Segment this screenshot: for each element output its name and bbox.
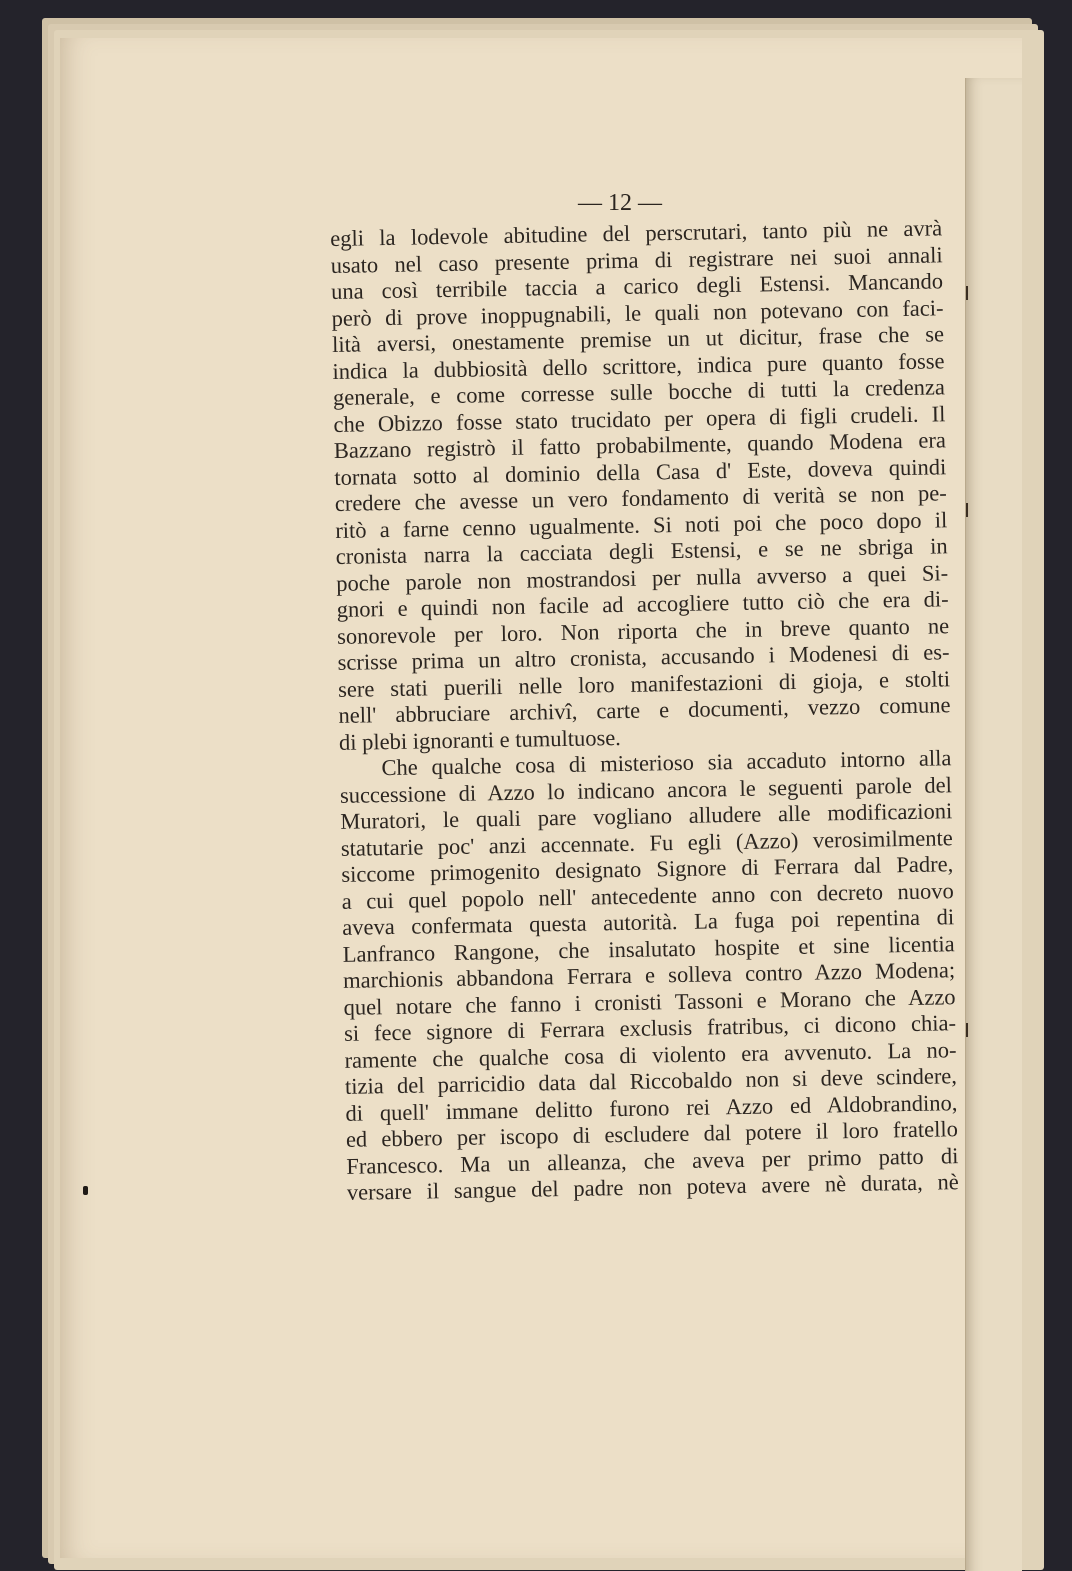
text-line: siccome primogenito designato Signore di Ferrara dal Padre,: [341, 851, 954, 887]
text-line: tornata sotto al dominio della Casa d' Este, doveva quindi: [334, 453, 947, 490]
text-line: però di prove inoppugnabili, le quali non potevano con faci-: [331, 294, 944, 331]
text-line: versare il sangue del padre non poteva avere nè durata, nè: [346, 1169, 959, 1205]
paragraph: [330, 215, 951, 756]
body-text: [330, 215, 959, 1206]
text-line: Che qualche cosa di misterioso sia accaduto intorno alla: [381, 745, 952, 781]
text-line: usato nel caso presente prima di registrare nei suoi annali: [330, 241, 943, 278]
facing-page-edge: [965, 78, 1022, 1571]
edge-mark: [966, 1023, 976, 1037]
text-line: ed ebbero per iscopo di escludere dal potere il loro fratello: [345, 1116, 959, 1152]
text-line: lità aversi, onestamente premise un ut dicitur, frase che se: [331, 321, 945, 357]
text-line: una così terribile taccia a carico degli Estensi. Mancando: [330, 268, 944, 304]
text-line: Lanfranco Rangone, che insalutato hospite et sine licentia: [342, 930, 955, 967]
page-number: — 12 —: [578, 190, 662, 216]
text-line: sere stati puerili nelle loro manifestazioni di gioja, e stolti: [337, 665, 951, 702]
text-line: aveva confermata questa autorità. La fuga poi repentina di: [342, 904, 955, 940]
text-line: sonorevole per loro. Non riporta che in breve quanto ne: [336, 612, 950, 649]
edge-mark: [966, 503, 976, 517]
text-line: statutarie poc' anzi accennate. Fu egli (Azzo) verosimilmente: [340, 824, 953, 861]
text-line: successione di Azzo lo indicano ancora le seguenti parole del: [339, 771, 953, 808]
text-line: generale, e come corresse sulle bocche di tutti la credenza: [332, 374, 946, 410]
text-line: di plebi ignoranti e tumultuose.: [338, 724, 622, 755]
text-line: indica la dubbiosità dello scrittore, indica pure quanto fosse: [332, 347, 945, 384]
text-line: cronista narra la cacciata degli Estensi, e se ne sbriga in: [335, 533, 948, 569]
text-line: a cui quel popolo nell' antecedente anno con decreto nuovo: [341, 877, 954, 914]
text-line: si fece signore di Ferrara exclusis fratribus, ci dicono chia-: [343, 1010, 957, 1046]
text-line: di quell' immane delitto furono rei Azzo ed Aldobrandino,: [345, 1089, 958, 1126]
text-line: scrisse prima un altro cronista, accusando i Modenesi di es-: [337, 639, 950, 675]
text-line: Francesco. Ma un alleanza, che aveva per primo patto di: [346, 1142, 959, 1179]
text-line: ritò a farne cenno ugualmente. Si noti poi che poco dopo il: [335, 506, 948, 543]
text-line: marchionis abbandona Ferrara e solleva contro Azzo Modena;: [342, 957, 956, 993]
text-line: quel notare che fanno i cronisti Tassoni e Morano che Azzo: [343, 983, 956, 1020]
edge-mark: [966, 286, 976, 300]
text-line: egli la lodevole abitudine del perscrutari, tanto più ne avrà: [330, 215, 943, 251]
text-line: gnori e quindi non facile ad accogliere tutto ciò che era di-: [336, 586, 949, 622]
text-line: poche parole non mostrandosi per nulla avverso a quei Si-: [336, 559, 949, 596]
paragraph: [339, 745, 959, 1206]
text-line: ramente che qualche cosa di violento era avvenuto. La no-: [344, 1036, 957, 1073]
text-line: nell' abbruciare archivî, carte e documenti, vezzo comune: [338, 692, 951, 728]
text-line: che Obizzo fosse stato trucidato per opera di figli crudeli. Il: [333, 400, 946, 437]
margin-ink-mark: [83, 1186, 88, 1195]
text-line: Bazzano registrò il fatto probabilmente, quando Modena era: [333, 427, 947, 463]
text-line: credere che avesse un vero fondamento di verità se non pe-: [334, 480, 947, 516]
text-line: tizia del parricidio data dal Riccobaldo non si deve scindere,: [344, 1063, 958, 1099]
text-line: Muratori, le quali pare vogliano alludere alle modificazioni: [340, 798, 953, 834]
